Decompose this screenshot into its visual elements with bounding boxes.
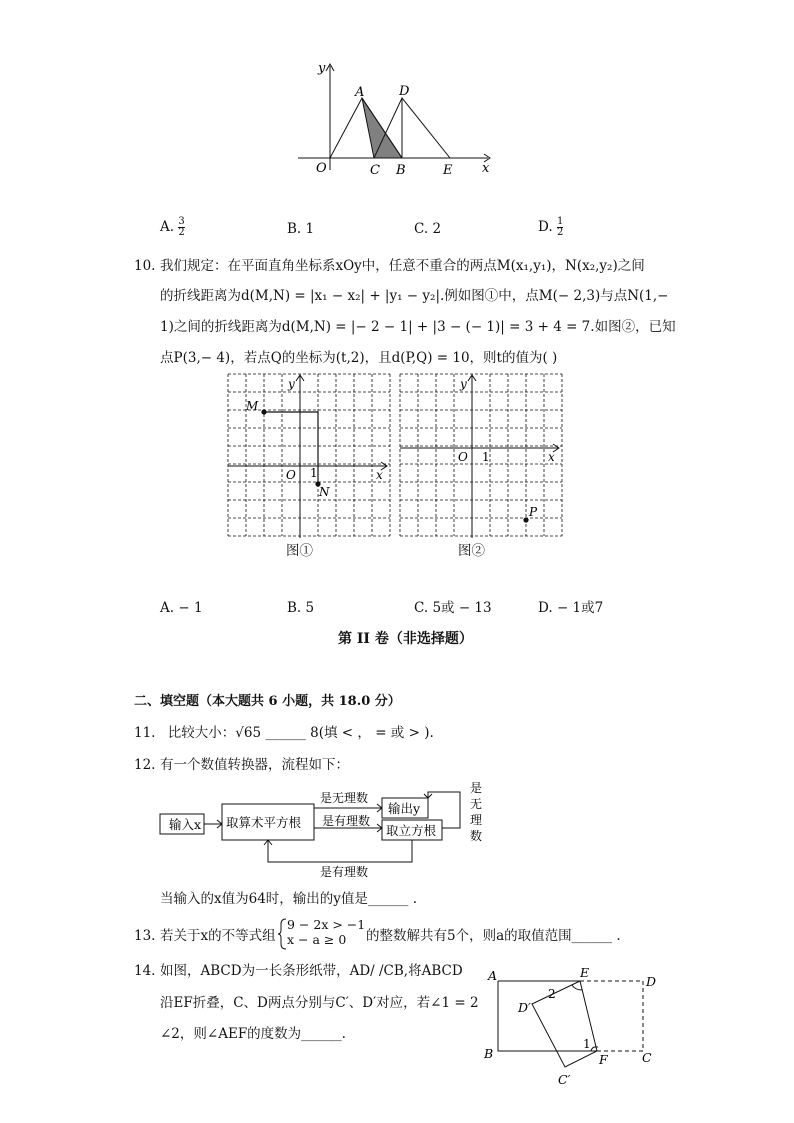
q9-option-b[interactable]: B. 1 [287,221,315,237]
section-2-heading: 二、填空题（本大题共 6 小题，共 18.0 分） [134,694,401,709]
fraction: $\frac{3}{2}$ [178,216,185,238]
rational-branch-label: 是有理数 [322,814,371,828]
q10-fig1-caption: 图① [286,543,313,559]
angle-2-arc [572,985,582,990]
q9-option-c[interactable]: C. 2 [414,221,442,237]
q12-flowchart [158,778,498,880]
input-label: 输入x [169,817,202,832]
q9-figure [292,58,502,183]
q10-option-c[interactable]: C. 5或 − 13 [414,600,492,616]
label-x: x [482,161,490,176]
q9-option-d[interactable]: D. $\frac{1}{2}$ [538,216,564,238]
cube-root-label: 取立方根 [386,823,437,838]
part-2-title: 第 II 卷（非选择题） [338,631,473,647]
q14-line-2: 沿EF折叠，C、D两点分别与C′、D′对应，若∠1 = 2 [160,995,479,1011]
label-b: B [484,1046,494,1061]
q13 [134,927,155,945]
label-p: P [529,505,538,519]
q10-line-2: 的折线距离为d(M,N) = |x₁ − x₂| + |y₁ − y₂|.例如图①中，点M(− 2,3)与点N(1,− [160,288,669,304]
q13-inequality-1: 9 − 2x > −1 [287,917,366,932]
q10-number: 10. [134,258,156,274]
q14-line-3: ∠2，则∠AEF的度数为______. [160,1026,346,1042]
q10-option-a[interactable]: A. − 1 [160,600,203,616]
q10-line-3: 1)之间的折线距离为d(M,N) = |− 2 − 1| + |3 − (− 1)| = 3 + 4 = 7.如图②，已知 [160,319,676,335]
q10-fig2-caption: 图② [458,543,485,559]
q10-option-d[interactable]: D. − 1或7 [538,600,604,616]
fraction: $\frac{1}{2}$ [556,216,564,238]
label-d: D [646,974,657,989]
point-m [261,409,266,414]
label-c: C [370,163,380,178]
q13-inequality-2: x − a ≥ 0 [287,932,347,947]
point-p [523,517,528,522]
q9-option-a[interactable]: A. $\frac{3}{2}$ [160,216,185,238]
q14-number: 14. [134,963,156,979]
q11-prefix: 比较大小：√65 [167,725,262,741]
label-e: E [443,163,453,178]
q11-suffix: 8(填 < ， = 或 > ). [310,725,434,741]
bottom-branch-label: 是有理数 [320,865,369,879]
label-o: O [316,161,327,176]
label-b: B [396,163,406,178]
q13-suffix: 的整数解共有5个，则a的取值范围______ . [366,928,621,944]
q12-number: 12. [134,757,156,773]
label-m: M [246,399,259,413]
q10-figure-2 [398,372,566,540]
label-x: x [548,450,555,464]
label-y: y [288,377,295,391]
label-y: y [318,61,326,76]
label-a: A [488,968,498,983]
label-angle-1: 1 [583,1037,591,1051]
q13-prefix: 若关于x的不等式组 [160,928,276,944]
q12-answer-line: 当输入的x值为64时，输出的y值是______ . [160,891,418,907]
label-x: x [376,468,383,482]
label-y: y [460,377,467,391]
label-f: F [599,1052,608,1067]
q10-line-4: 点P(3,− 4)，若点Q的坐标为(t,2)，且d(P,Q) = 10，则t的值为( ) [160,350,558,366]
label-o: O [286,468,296,482]
q10-line-1: 我们规定：在平面直角坐标系xOy中，任意不重合的两点M(x₁,y₁)，N(x₂,y₂)之间 [160,258,645,274]
label-c-prime: C′ [558,1072,571,1087]
q10-figure-1 [226,372,394,540]
q12-text: 有一个数值转换器，流程如下： [160,757,349,773]
output-label: 输出y [388,801,421,816]
label-c: C [642,1050,652,1065]
q11-number: 11. [134,725,156,741]
label-angle-2: 2 [548,987,556,1001]
label-d: D [399,84,410,99]
right-branch-label: 是无理数 [470,781,483,843]
q13-system [287,917,365,947]
q10-option-b[interactable]: B. 5 [287,600,315,616]
folded-quadrilateral [532,981,597,1067]
label-n: N [319,485,330,499]
label-o: O [458,450,468,464]
q11 [134,724,434,742]
q11-answer-blank[interactable]: ______ [265,725,306,741]
q13-number: 13. [134,928,156,944]
q14-line-1: 如图，ABCD为一长条形纸带，AD/ /CB,将ABCD [160,963,463,979]
label-d-prime: D′ [518,1000,531,1015]
irrational-branch-label: 是无理数 [320,791,369,805]
label-e: E [580,965,590,980]
q14-figure [478,962,668,1092]
label-unit: 1 [310,466,318,480]
sqrt-label: 取算术平方根 [226,815,302,830]
label-a: A [355,85,365,100]
label-unit: 1 [482,450,490,464]
